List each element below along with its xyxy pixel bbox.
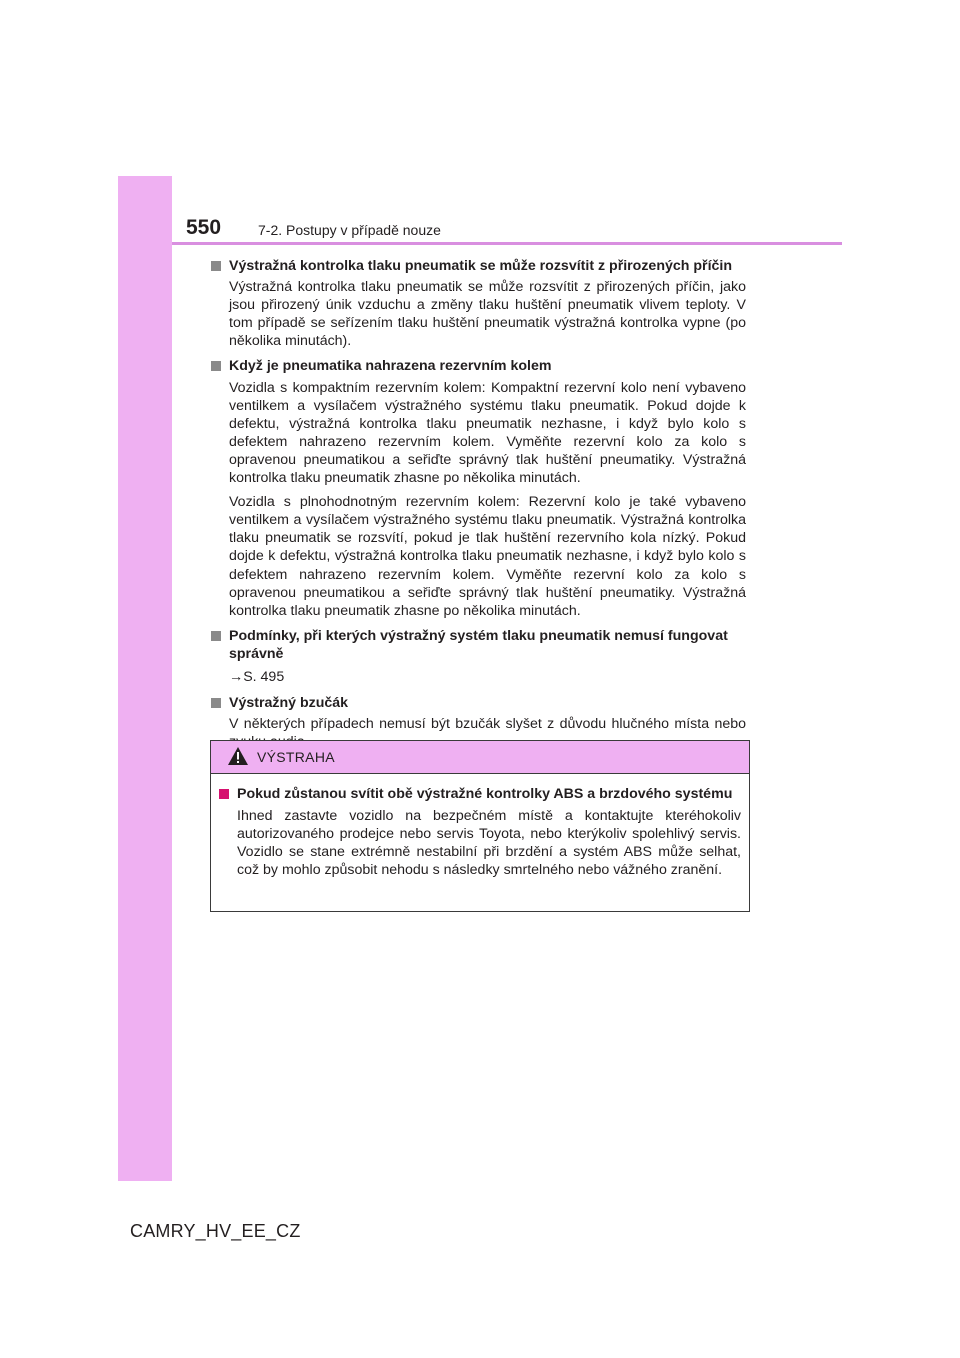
- main-content: [211, 257, 746, 758]
- section-paragraph: V některých případech nemusí být bzučák slyšet z důvodu hlučného místa nebo: [229, 716, 746, 733]
- section-natural-causes: [211, 257, 746, 350]
- square-bullet-icon: [211, 698, 221, 708]
- square-bullet-icon: [211, 361, 221, 371]
- warning-paragraph: Ihned zastavte vozidlo na bezpečném místě a kontaktujte kteréhokoliv autorizovaného prodejce nebo servis Toyota, nebo kterýkoliv spolehlivý servis. Vozidlo se stane extrémně nestabilní při brzdění a systém ABS může selhat, což by mohlo způsobit nehodu s následky smrtelného nebo vážného zranění.: [237, 808, 741, 879]
- section-heading-text: Výstražná kontrolka tlaku pneumatik se může rozsvítit z přirozených příčin: [229, 258, 733, 274]
- page-reference-link[interactable]: →S. 495: [229, 668, 285, 685]
- square-bullet-icon: [211, 631, 221, 641]
- warning-heading: [219, 785, 741, 803]
- section-paragraph: Vozidla s kompaktním rezervním kolem: Kompaktní rezervní kolo není vybaveno ventilkem a vysílačem výstražného systému tlaku pneumatik. Pokud dojde k defektu, výstražná kontrolka tlaku pneumatik nezhasne, i když bylo kolo s defektem nahrazeno rezervním kolem. Vyměňte rezervní kolo za kolo s opravenou pneumatikou a seřiďte správný tlak huštění pneumatiky. Výstražná kontrolka tlaku pneumatik zhasne po několika minutách.: [229, 379, 746, 487]
- section-heading-text: Když je pneumatika nahrazena rezervním kolem: [229, 358, 552, 375]
- page-number: 550: [186, 216, 222, 239]
- warning-triangle-icon: [227, 746, 249, 766]
- section-spare-wheel: [211, 357, 746, 619]
- section-heading: [211, 694, 746, 712]
- section-conditions: [211, 627, 746, 686]
- section-heading: [211, 257, 746, 275]
- chapter-sidebar-tab: [118, 176, 172, 1181]
- section-paragraph: Výstražná kontrolka tlaku pneumatik se může rozsvítit z přirozených příčin, jako jsou přirozený únik vzduchu a změny tlaku huštění pneumatik vlivem teploty. V tom případě se seřízením tlaku huštění pneumatik výstražná kontrolka vypne (po několika minutách).: [229, 279, 746, 350]
- section-heading: [211, 357, 746, 375]
- section-heading: [211, 627, 746, 663]
- header-divider: [172, 242, 842, 245]
- section-paragraph: Vozidla s plnohodnotným rezervním kolem: Rezervní kolo je také vybaveno ventilkem a vysílačem výstražného systému tlaku pneumatik. Výstražná kontrolka tlaku pneumatik se rozsvítí, pokud je tlak huštění rezervního kola nízký. Pokud dojde k defektu, výstražná kontrolka tlaku pneumatik nezhasne, i když bylo kolo s defektem nahrazeno rezervním kolem. Vyměňte rezervní kolo za kolo s opravenou pneumatikou a seřiďte správný tlak huštění pneumatiky. Výstražná kontrolka tlaku pneumatik zhasne po několika minutách.: [229, 494, 746, 619]
- section-heading-text: Výstražný bzučák: [229, 695, 349, 712]
- square-bullet-icon: [219, 789, 229, 799]
- square-bullet-icon: [211, 261, 221, 271]
- warning-heading-text: Pokud zůstanou svítit obě výstražné kontrolky ABS a brzdového systému: [237, 786, 733, 802]
- chapter-title: 7-2. Postupy v případě nouze: [258, 222, 441, 238]
- warning-header: [211, 741, 749, 774]
- warning-label: VÝSTRAHA: [257, 749, 335, 765]
- document-code: CAMRY_HV_EE_CZ: [130, 1221, 301, 1241]
- warning-box: [210, 740, 750, 912]
- section-heading-text: Podmínky, při kterých výstražný systém tlaku pneumatik nemusí fungovat správně: [229, 627, 728, 662]
- warning-body: [211, 774, 749, 879]
